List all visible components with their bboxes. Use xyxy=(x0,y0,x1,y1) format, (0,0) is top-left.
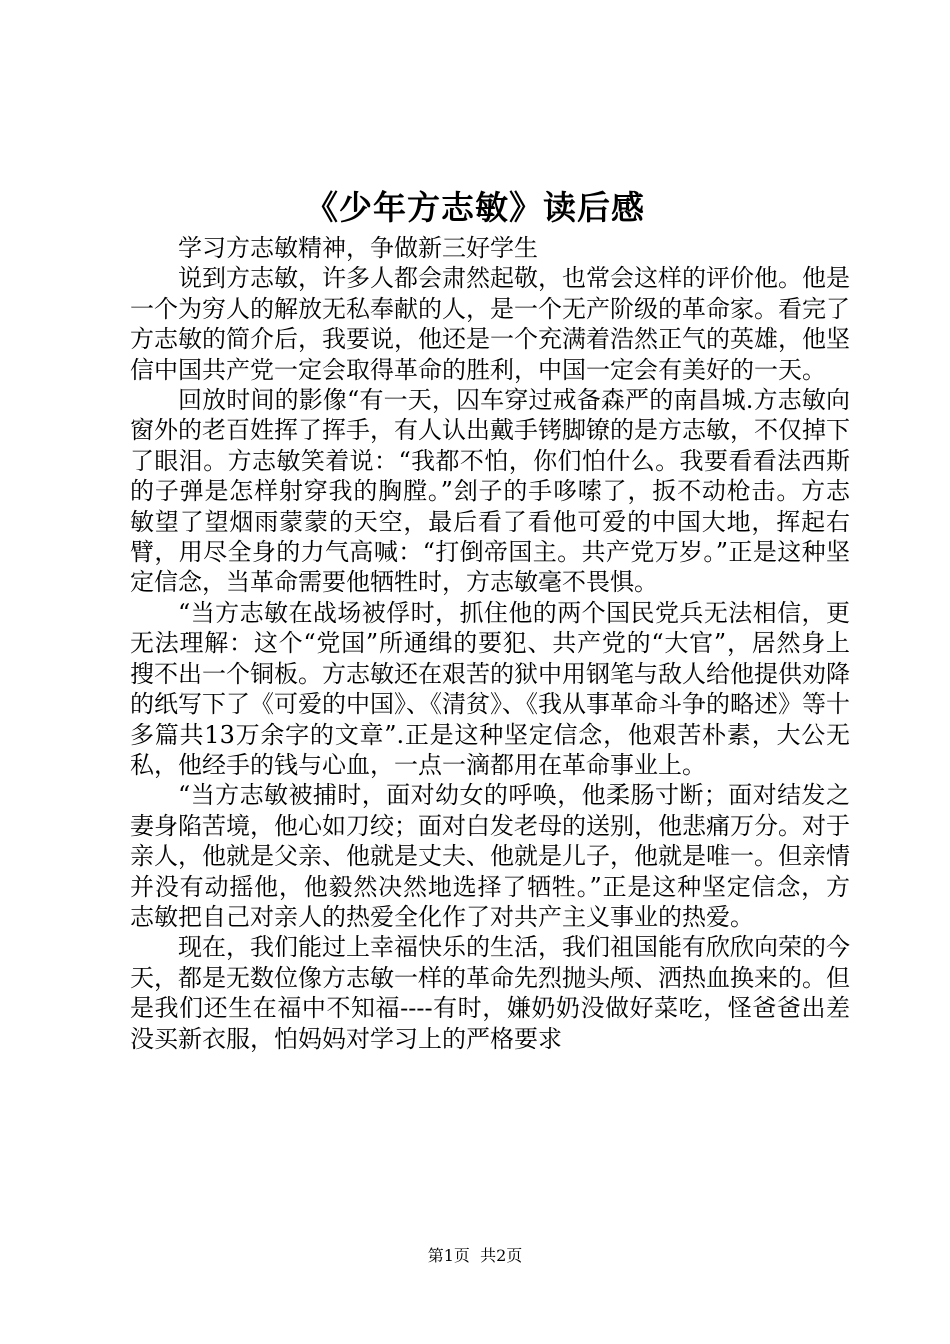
document-title: 《少年方志敏》读后感 xyxy=(305,188,645,227)
body-paragraph: “当方志敏被捕时，面对幼女的呼唤，他柔肠寸断；面对结发之妻身陷苦境，他心如刀绞；面对白发老母的送别，他悲痛万分。对于亲人，他就是父亲、他就是丈夫、他就是儿子，他就是唯一。但亲情并没有动摇他，他毅然决然地选择了牺牲。”正是这种坚定信念，方志敏把自己对亲人的热爱全化作了对共产主义事业的热爱。 xyxy=(130,781,850,931)
document-body xyxy=(130,233,850,1054)
body-paragraph: 现在，我们能过上幸福快乐的生活，我们祖国能有欣欣向荣的今天，都是无数位像方志敏一样的革命先烈抛头颅、洒热血换来的。但是我们还生在福中不知福----有时，嫌奶奶没做好菜吃，怪爸爸出差没买新衣服，怕妈妈对学习上的严格要求 xyxy=(130,933,850,1053)
body-paragraph: 回放时间的影像“有一天，囚车穿过戒备森严的南昌城.方志敏向窗外的老百姓挥了挥手，有人认出戴手铐脚镣的是方志敏，不仅掉下了眼泪。方志敏笑着说：“我都不怕，你们怕什么。我要看看法西斯的子弹是怎样射穿我的胸膛。”刽子的手哆嗦了，扳不动枪击。方志敏望了望烟雨蒙蒙的天空，最后看了看他可爱的中国大地，挥起右臂，用尽全身的力气高喊：“打倒帝国主。共产党万岁。”正是这种坚定信念，当革命需要他牺牲时，方志敏毫不畏惧。 xyxy=(130,386,850,597)
body-paragraph: 说到方志敏，许多人都会肃然起敬，也常会这样的评价他。他是一个为穷人的解放无私奉献的人，是一个无产阶级的革命家。看完了方志敏的简介后，我要说，他还是一个充满着浩然正气的英雄，他坚信中国共产党一定会取得革命的胜利，中国一定会有美好的一天。 xyxy=(130,264,850,384)
subtitle-paragraph: 学习方志敏精神，争做新三好学生 xyxy=(178,234,538,262)
page-number: 第1页 共2页 xyxy=(427,1246,523,1265)
body-paragraph: “当方志敏在战场被俘时，抓住他的两个国民党兵无法相信，更无法理解：这个“党国”所通缉的要犯、共产党的“大官”，居然身上搜不出一个铜板。方志敏还在艰苦的狱中用钢笔与敌人给他提供劝降的纸写下了《可爱的中国》、《清贫》、《我从事革命斗争的略述》等十多篇共13万余字的文章”.正是这种坚定信念，他艰苦朴素，大公无私，他经手的钱与心血，一点一滴都用在革命事业上。 xyxy=(130,598,850,779)
page-footer xyxy=(0,1245,950,1267)
